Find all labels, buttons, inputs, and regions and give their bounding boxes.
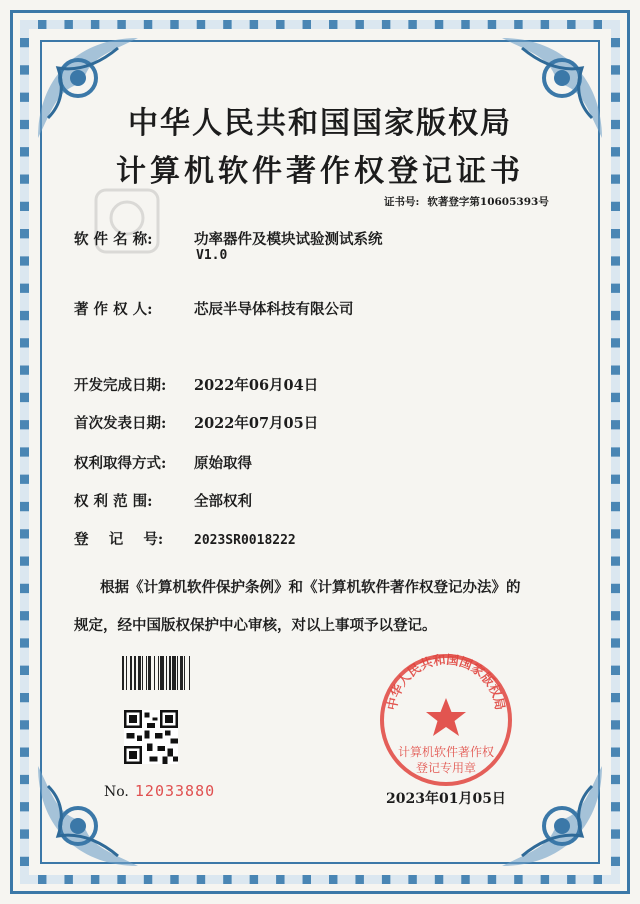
dev-date-label: 开发完成日期: <box>74 377 167 394</box>
svg-text:登记专用章: 登记专用章 <box>415 761 477 775</box>
publish-date-label: 首次发表日期: <box>74 415 167 432</box>
software-name-label: 软 件 名 称: <box>74 231 153 248</box>
serial-label: No. <box>104 784 129 800</box>
legal-paragraph-line1: 根据《计算机软件保护条例》和《计算机软件著作权登记办法》的 <box>100 579 521 596</box>
barcode-icon <box>122 656 214 690</box>
certificate-title: 计算机软件著作权登记证书 <box>116 154 524 189</box>
qr-code-icon <box>124 710 178 764</box>
field-acquire-method <box>74 452 252 473</box>
owner-label: 著 作 权 人: <box>74 301 153 318</box>
publish-date-value: 2022年07月05日 <box>194 415 319 432</box>
serial-number <box>104 782 215 800</box>
software-name-value: 功率器件及模块试验测试系统 <box>194 231 383 248</box>
scope-value: 全部权利 <box>194 493 252 510</box>
issue-date: 2023年01月05日 <box>386 791 506 807</box>
reg-no-label: 登 记 号: <box>74 531 164 548</box>
field-owner <box>74 298 354 319</box>
software-version: V1.0 <box>196 248 228 263</box>
reg-no-value: 2023SR0018222 <box>194 533 296 548</box>
field-publish-date <box>74 412 318 433</box>
certificate-number <box>384 194 549 209</box>
legal-paragraph-line2: 规定，经中国版权保护中心审核，对以上事项予以登记。 <box>74 617 437 634</box>
field-scope <box>74 490 252 511</box>
field-dev-date <box>74 374 318 395</box>
serial-value: 12033880 <box>134 782 216 800</box>
scope-label: 权 利 范 围: <box>74 493 153 510</box>
official-seal-icon <box>376 650 516 790</box>
owner-value: 芯辰半导体科技有限公司 <box>194 301 354 318</box>
acquire-value: 原始取得 <box>194 455 252 472</box>
cert-no-label: 证书号: <box>384 196 420 208</box>
svg-text:中华人民共和国国家版权局: 中华人民共和国国家版权局 <box>383 651 509 712</box>
corner-ornament-icon <box>28 756 148 876</box>
acquire-label: 权利取得方式: <box>74 455 167 472</box>
dev-date-value: 2022年06月04日 <box>194 377 319 394</box>
cert-no-value: 软著登字第10605393号 <box>427 196 549 208</box>
field-software-name <box>74 228 383 249</box>
field-reg-no <box>74 528 296 549</box>
svg-text:计算机软件著作权: 计算机软件著作权 <box>397 745 495 759</box>
issuer-title: 中华人民共和国国家版权局 <box>128 106 512 141</box>
